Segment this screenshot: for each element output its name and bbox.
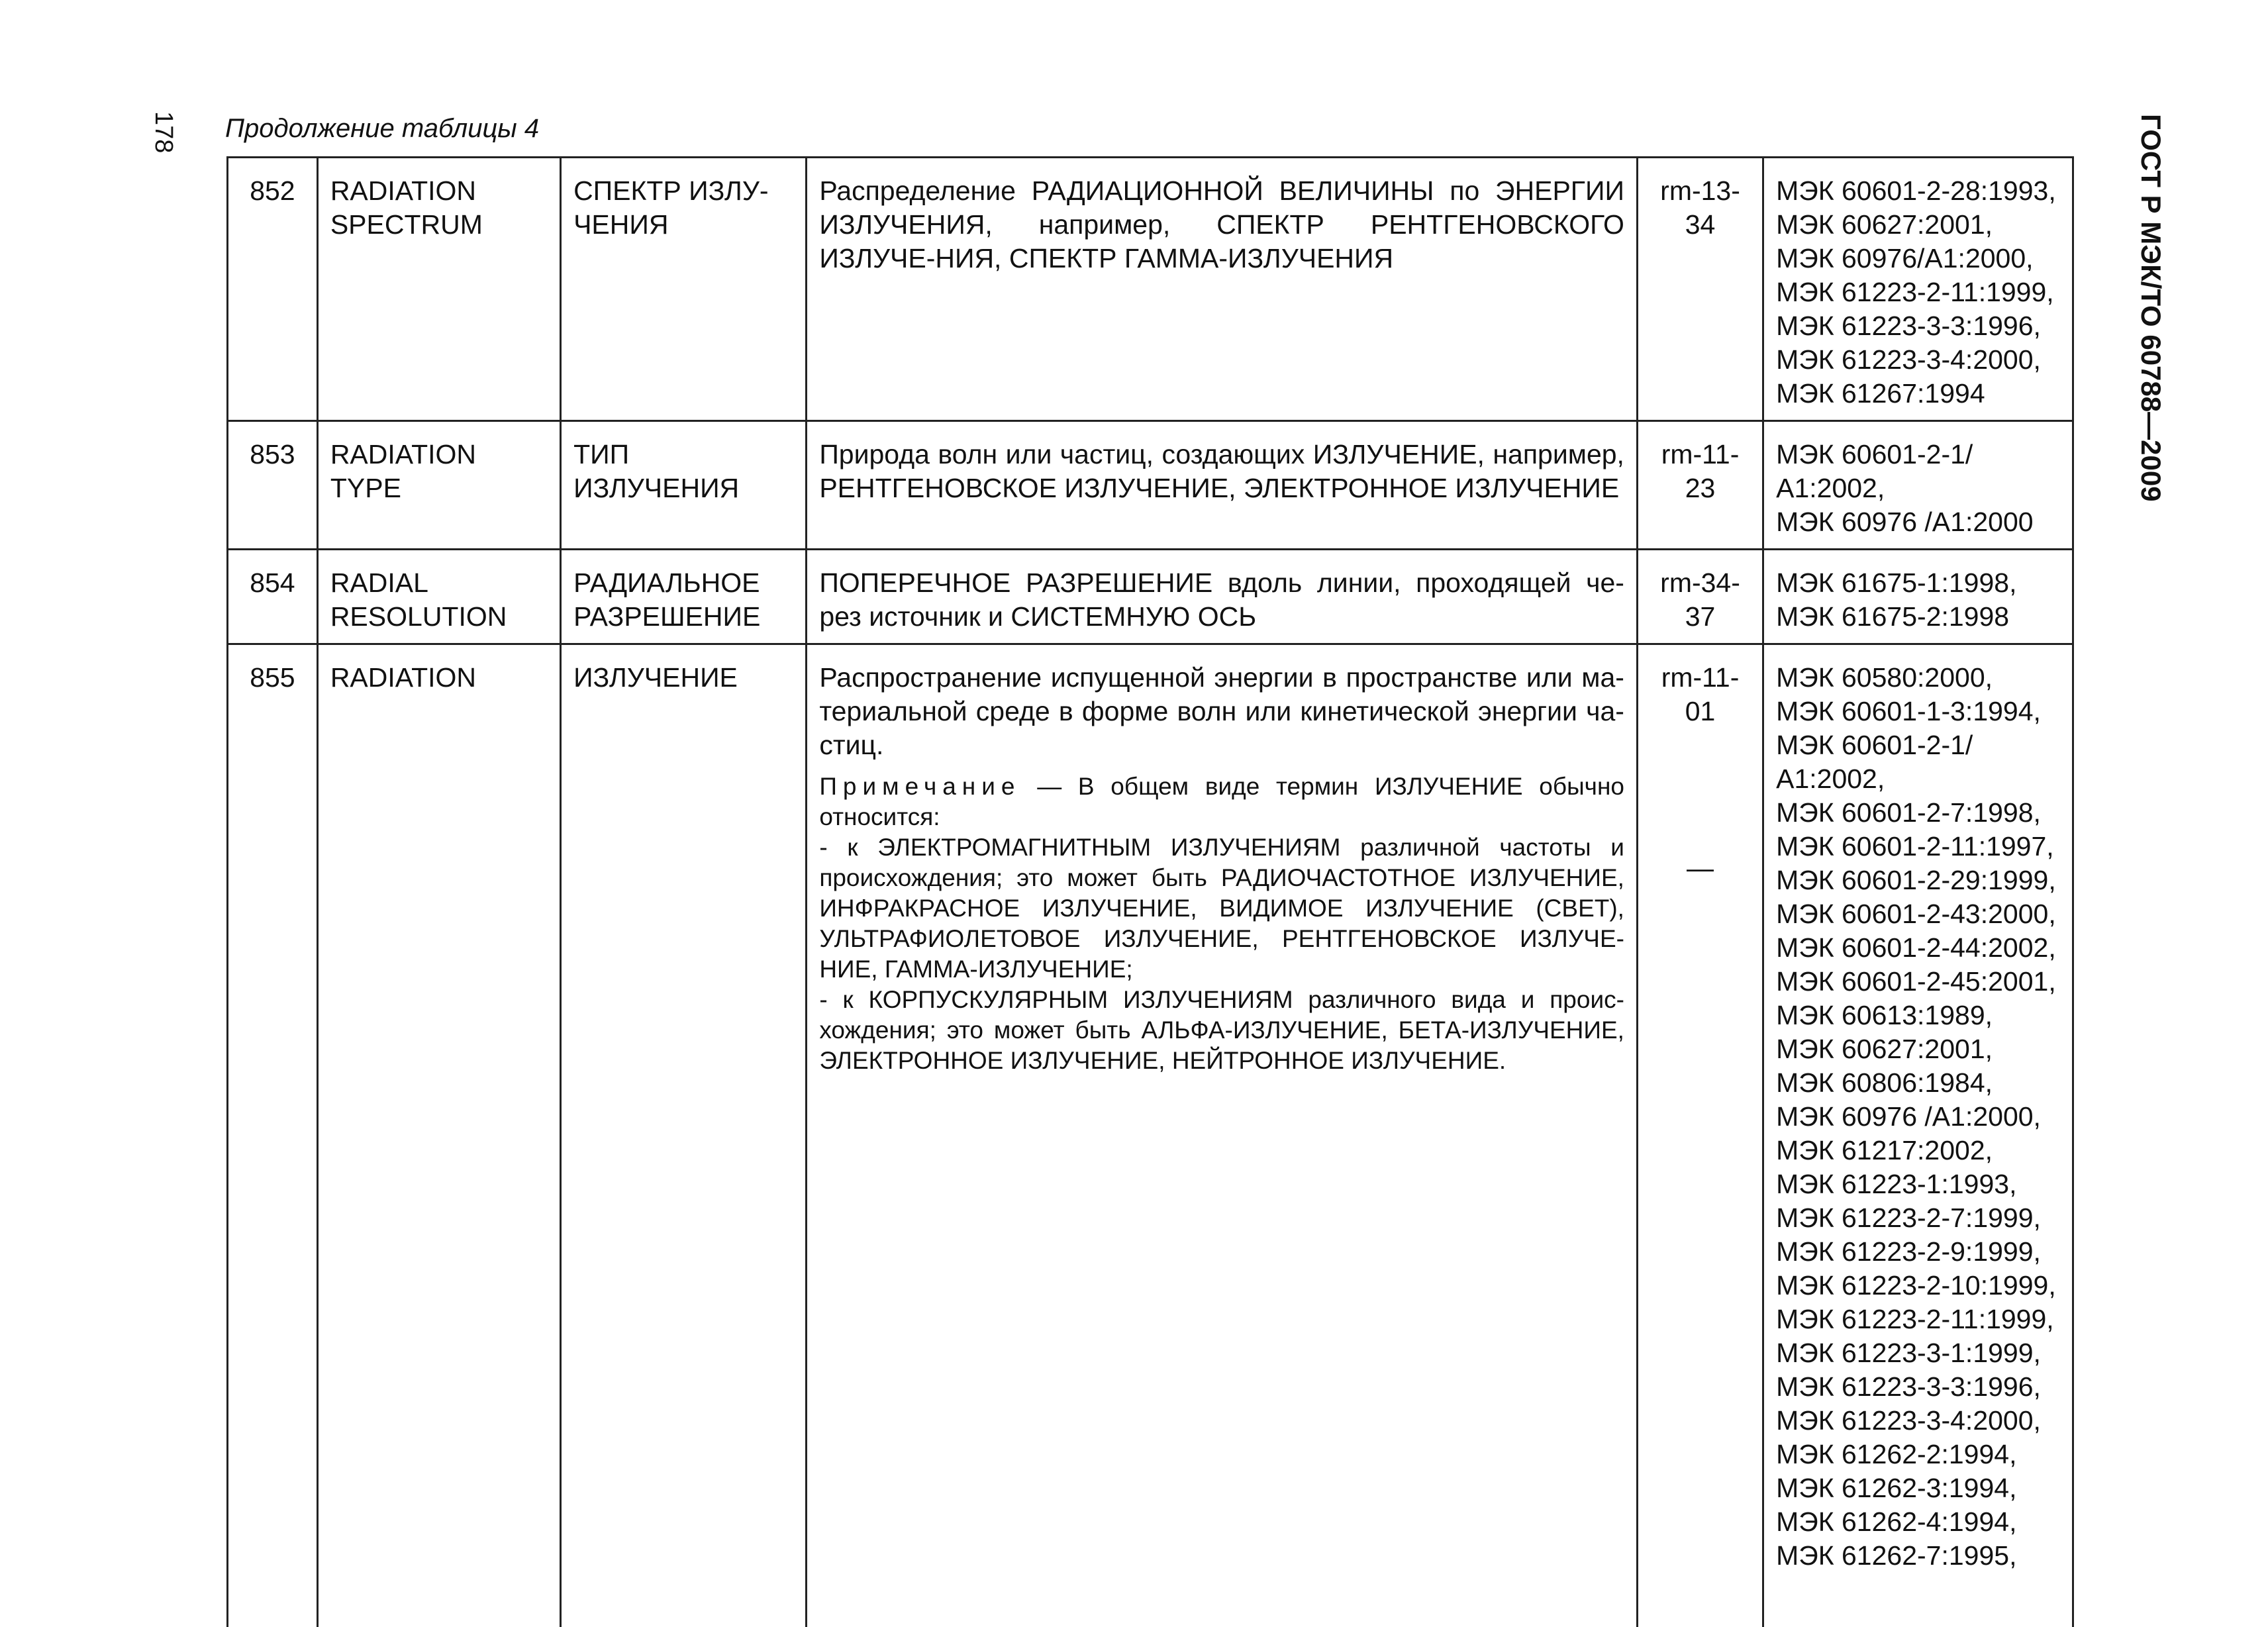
term-code: rm-13-34 [1637, 158, 1763, 421]
term-references: МЭК 60580:2000, МЭК 60601-1-3:1994, МЭК 60601-2-1/А1:2002, МЭК 60601-2-7:1998, МЭК 60601-2-11:1997, МЭК 60601-2-29:1999, МЭК 60601-2-43:2000, МЭК 60601-2-44:2002, МЭК 60601-2-45:2001, МЭК 60613:1989, МЭК 60627:2001, МЭК 60806:1984, МЭК 60976 /А1:2000, МЭК 61217:2002, МЭК 61223-1:1993, МЭК 61223-2-7:1999, МЭК 61223-2-9:1999, МЭК 61223-2-10:1999, МЭК 61223-2-11:1999, МЭК 61223-3-1:1999, МЭК 61223-3-3:1996, МЭК 61223-3-4:2000, МЭК 61262-2:1994, МЭК 61262-3:1994, МЭК 61262-4:1994, МЭК 61262-7:1995, [1763, 644, 2073, 1627]
term-english: RADIATION SPECTRUM [317, 158, 560, 421]
term-definition: Природа волн или частиц, создающих ИЗЛУЧЕНИЕ, например, РЕНТГЕНОВСКОЕ ИЗЛУЧЕНИЕ, ЭЛЕКТРОННОЕ ИЗЛУЧЕНИЕ [807, 421, 1638, 550]
note-code: — [1650, 852, 1750, 885]
term-english: RADIATION TYPE [317, 421, 560, 550]
document-standard-title: ГОСТ Р МЭК/ТО 60788—2009 [2135, 114, 2167, 502]
term-references: МЭК 60601-2-1/А1:2002, МЭК 60976 /А1:2000 [1763, 421, 2073, 550]
page-number: 178 [149, 111, 177, 153]
term-code: rm-34-37 [1637, 550, 1763, 644]
note-label: Примечание [819, 773, 1020, 800]
term-code: rm-11-23 [1637, 421, 1763, 550]
term-number: 852 [228, 158, 318, 421]
term-code: rm-11-01 [1661, 662, 1740, 726]
term-definition: ПОПЕРЕЧНОЕ РАЗРЕШЕНИЕ вдоль линии, проходящей че-рез источник и СИСТЕМНУЮ ОСЬ [807, 550, 1638, 644]
table-row [228, 158, 2073, 421]
term-russian: СПЕКТР ИЗЛУ-ЧЕНИЯ [561, 158, 807, 421]
terms-table [226, 156, 2074, 1627]
term-russian: ТИП ИЗЛУЧЕНИЯ [561, 421, 807, 550]
table-continuation-caption: Продолжение таблицы 4 [225, 114, 539, 144]
term-english: RADIATION [317, 644, 560, 1627]
table-row [228, 421, 2073, 550]
term-russian: ИЗЛУЧЕНИЕ [561, 644, 807, 1627]
term-number: 855 [228, 644, 318, 1627]
term-number: 854 [228, 550, 318, 644]
term-code-cell [1637, 644, 1763, 1627]
term-number: 853 [228, 421, 318, 550]
term-definition: Распространение испущенной энергии в пространстве или ма-териальной среде в форме волн или кинетической энергии ча-стиц. [819, 661, 1624, 762]
definition-note [819, 771, 1624, 1076]
note-text: — В общем виде термин ИЗЛУЧЕНИЕ обычно относится: - к ЭЛЕКТРОМАГНИТНЫМ ИЗЛУЧЕНИЯМ различной частоты и происхождения; это может быть РАДИОЧАСТОТНОЕ ИЗЛУЧЕНИЕ, ИНФРАКРАСНОЕ ИЗЛУЧЕНИЕ, ВИДИМОЕ ИЗЛУЧЕНИЕ (СВЕТ), УЛЬТРАФИОЛЕТОВОЕ ИЗЛУЧЕНИЕ, РЕНТГЕНОВСКОЕ ИЗЛУЧЕ-НИЕ, ГАММА-ИЗЛУЧЕНИЕ; - к КОРПУСКУЛЯРНЫМ ИЗЛУЧЕНИЯМ различного вида и проис-хождения; это может быть АЛЬФА-ИЗЛУЧЕНИЕ, БЕТА-ИЗЛУЧЕНИЕ, ЭЛЕКТРОННОЕ ИЗЛУЧЕНИЕ, НЕЙТРОННОЕ ИЗЛУЧЕНИЕ. [819, 773, 1624, 1074]
term-russian: РАДИАЛЬНОЕ РАЗРЕШЕНИЕ [561, 550, 807, 644]
table-row [228, 644, 2073, 1627]
term-english: RADIAL RESOLUTION [317, 550, 560, 644]
term-definition-cell [807, 644, 1638, 1627]
term-references: МЭК 61675-1:1998, МЭК 61675-2:1998 [1763, 550, 2073, 644]
term-references: МЭК 60601-2-28:1993, МЭК 60627:2001, МЭК 60976/А1:2000, МЭК 61223-2-11:1999, МЭК 61223-3-3:1996, МЭК 61223-3-4:2000, МЭК 61267:1994 [1763, 158, 2073, 421]
term-definition: Распределение РАДИАЦИОННОЙ ВЕЛИЧИНЫ по ЭНЕРГИИ ИЗЛУЧЕНИЯ, например, СПЕКТР РЕНТГЕНОВСКОГО ИЗЛУЧЕ-НИЯ, СПЕКТР ГАММА-ИЗЛУЧЕНИЯ [807, 158, 1638, 421]
table-row [228, 550, 2073, 644]
